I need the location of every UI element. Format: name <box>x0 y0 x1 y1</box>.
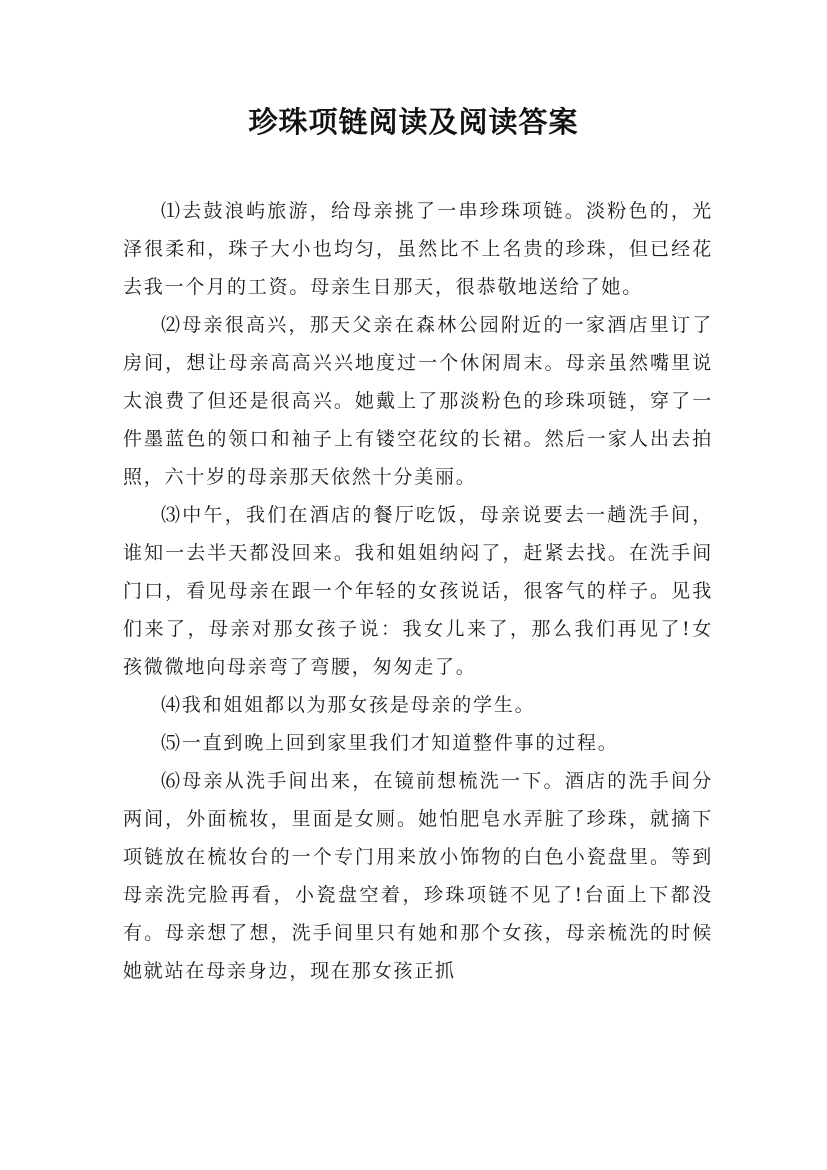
paragraph-1: ⑴去鼓浪屿旅游，给母亲挑了一串珍珠项链。淡粉色的，光泽很柔和，珠子大小也均匀，虽然比不上名贵的珍珠，但已经花去我一个月的工资。母亲生日那天，很恭敬地送给了她。 <box>123 200 713 298</box>
paragraph-2: ⑵母亲很高兴，那天父亲在森林公园附近的一家酒店里订了房间，想让母亲高高兴兴地度过一个休闲周末。母亲虽然嘴里说太浪费了但还是很高兴。她戴上了那淡粉色的珍珠项链，穿了一件墨蓝色的领口和袖子上有镂空花纹的长裙。然后一家人出去拍照，六十岁的母亲那天依然十分美丽。 <box>123 314 713 488</box>
paragraph-4: ⑷我和姐姐都以为那女孩是母亲的学生。 <box>161 694 536 716</box>
document-body <box>123 192 713 990</box>
paragraph-3: ⑶中午，我们在酒店的餐厅吃饭，母亲说要去一趟洗手间，谁知一去半天都没回来。我和姐姐纳闷了，赶紧去找。在洗手间门口，看见母亲在跟一个年轻的女孩说话，很客气的样子。见我们来了，母亲对那女孩子说：我女儿来了，那么我们再见了!女孩微微地向母亲弯了弯腰，匆匆走了。 <box>123 504 713 678</box>
paragraph-5: ⑸一直到晚上回到家里我们才知道整件事的过程。 <box>161 732 619 754</box>
document-title: 珍珠项链阅读及阅读答案 <box>248 105 579 139</box>
paragraph-6: ⑹母亲从洗手间出来，在镜前想梳洗一下。酒店的洗手间分两间，外面梳妆，里面是女厕。她怕肥皂水弄脏了珍珠，就摘下项链放在梳妆台的一个专门用来放小饰物的白色小瓷盘里。等到母亲洗完脸再看，小瓷盘空着，珍珠项链不见了!台面上下都没有。母亲想了想，洗手间里只有她和那个女孩，母亲梳洗的时候她就站在母亲身边，现在那女孩正抓 <box>123 770 713 982</box>
